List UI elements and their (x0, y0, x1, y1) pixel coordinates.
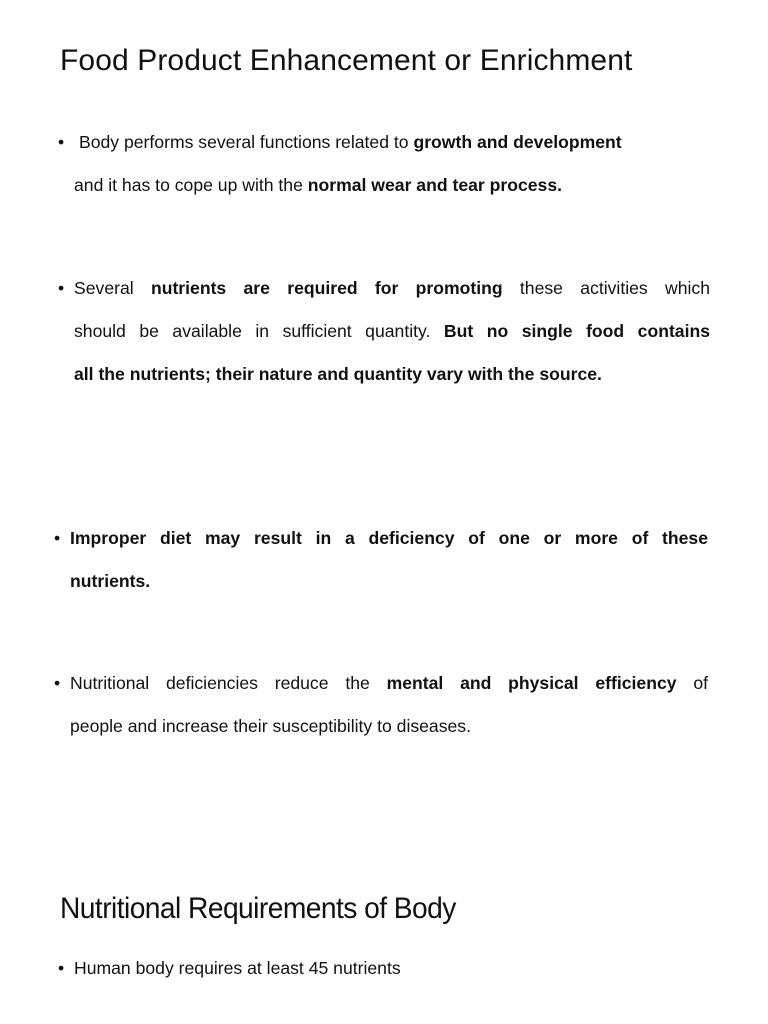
text-normal: Nutritional deficiencies reduce the (70, 673, 387, 693)
bullet-human-body-nutrients (58, 947, 710, 990)
text-normal: these activities which (502, 278, 710, 298)
bullet-line (70, 517, 708, 560)
bullet-line (74, 947, 710, 990)
bullet-growth-development (58, 121, 710, 207)
bullet-dot: • (58, 958, 65, 978)
text-bold: growth and development (413, 132, 622, 152)
bullet-improper-diet (54, 517, 708, 603)
bullet-line (70, 662, 708, 705)
bullet-line (70, 705, 708, 748)
text-normal: and it has to cope up with the (74, 175, 308, 195)
text-normal: people and increase their susceptibility to diseases. (70, 716, 471, 736)
text-bold: normal wear and tear process. (307, 175, 562, 195)
text-bold: nutrients are required for promoting (150, 278, 503, 298)
bullet-nutrients-required (58, 267, 710, 396)
text-normal: Several (74, 278, 151, 298)
bullet-line (74, 267, 710, 310)
text-bold: mental and physical efficiency (386, 673, 677, 693)
text-bold: all the nutrients; their nature and quantity vary with the source. (74, 364, 602, 384)
bullet-nutritional-deficiencies (54, 662, 708, 748)
text-bold: Improper diet may result in a deficiency of one or more of these (70, 528, 708, 548)
text-normal: Human body requires at least 45 nutrients (74, 958, 401, 978)
text-normal: of (676, 673, 708, 693)
bullet-line (74, 164, 710, 207)
bullet-line (74, 121, 710, 164)
bullet-line (74, 353, 710, 396)
page-title: Food Product Enhancement or Enrichment (60, 44, 633, 77)
bullet-dot: • (54, 673, 61, 693)
text-normal: should be available in sufficient quantity. (74, 321, 444, 341)
text-normal: Body performs several functions related to (79, 132, 414, 152)
bullet-dot: • (58, 132, 65, 152)
text-bold: But no single food contains (443, 321, 711, 341)
bullet-dot: • (54, 528, 61, 548)
section-heading: Nutritional Requirements of Body (60, 892, 456, 925)
bullet-line (74, 310, 710, 353)
text-bold: nutrients. (70, 571, 151, 591)
bullet-dot: • (58, 278, 65, 298)
bullet-line (70, 560, 708, 603)
